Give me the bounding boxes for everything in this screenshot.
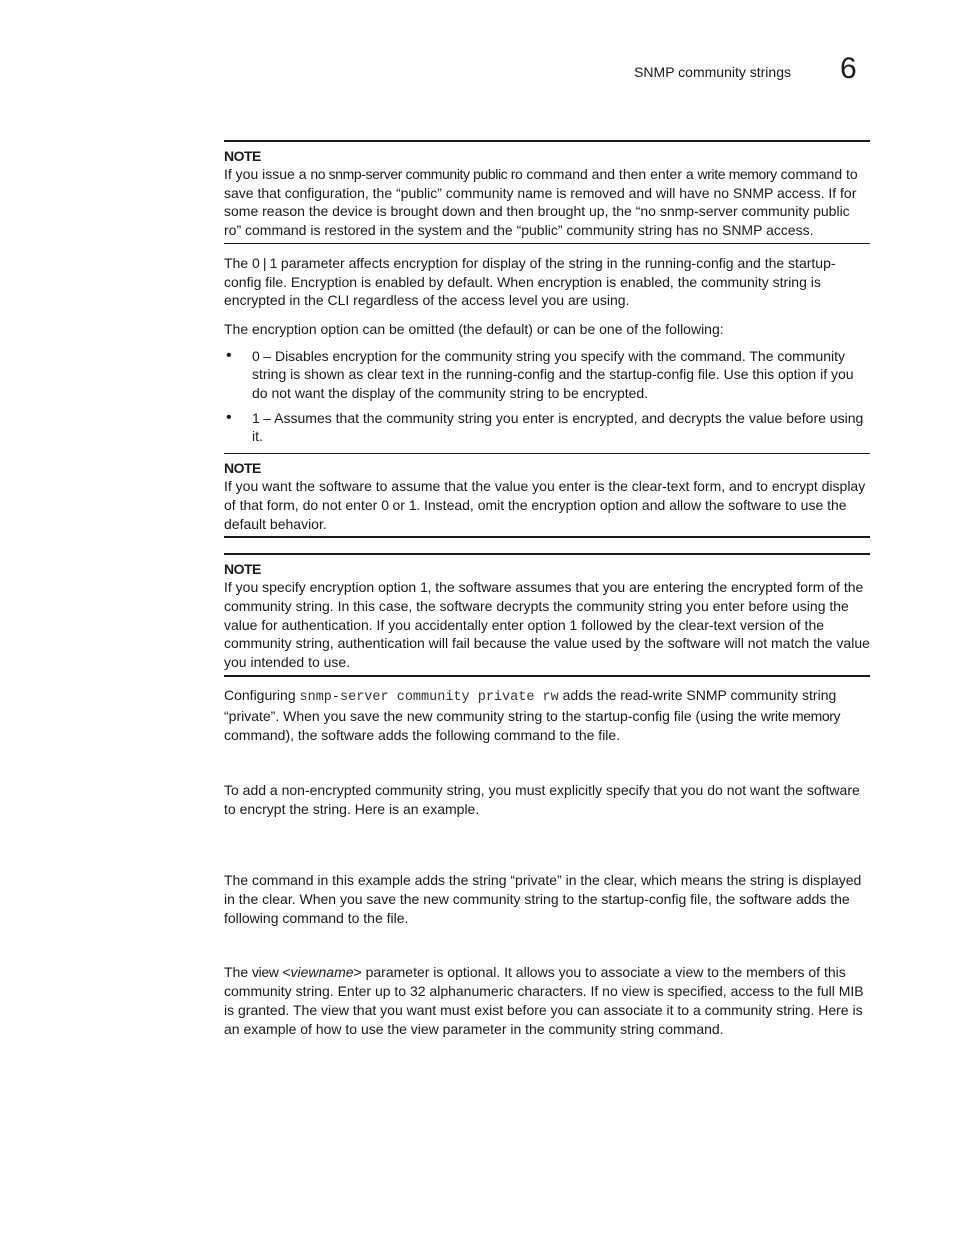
text-run: parameter affects encryption for display of the string in the running-config and the startup-config file. Encryption is enabled by default. When encryption is enabled, the community string is encrypted in the CLI regardless of the access level you are using. [224, 254, 836, 309]
paragraph: The encryption option can be omitted (the default) or can be one of the following: [224, 320, 724, 337]
parameter-placeholder: viewname [290, 964, 354, 981]
code-snippet: snmp-server community private rw [299, 689, 559, 705]
paragraph: The command in this example adds the string “private” in the clear, which means the string is displayed in the clear. When you save the new community string to the startup-config file, the software adds the following command to the file. [224, 872, 862, 926]
command-keyword: write memory [760, 708, 841, 725]
note-box [224, 453, 870, 538]
text-run: adds the read-write SNMP community string “private”. When you save the new community string to the startup-config file (using the [224, 686, 837, 725]
note-box [224, 140, 870, 244]
command-keyword: write memory [697, 166, 777, 182]
text-run: The [224, 254, 253, 271]
text-run: – Assumes that the community string you enter is encrypted, and decrypts the value before using it. [252, 409, 864, 445]
list-item [224, 347, 870, 403]
text-run: If you want the software to assume that the value you enter is the clear-text form, and to encrypt display of that form, do not enter [224, 478, 866, 513]
text-run: – Disables encryption for the community string you specify with the command. The community string is shown as clear text in the running-config and the startup-config file. Use this option if you do not want the display of the community string to be encrypted. [252, 347, 854, 402]
command-keyword: 1 [252, 409, 260, 426]
command-keyword: 0 [381, 496, 389, 513]
text-run: or [388, 496, 409, 513]
note-box [224, 553, 870, 677]
paragraph [224, 963, 870, 1038]
command-keyword: 0 | 1 [252, 254, 278, 271]
text-run: command to save that configuration, the “public” community name is removed and will have no SNMP access. If for some reason the device is brought down and then brought up, the “no snmp-server community public ro” command is restored in the system and the “public” community string has no SNMP access. [224, 166, 858, 239]
text-run: command), the software adds the following command to the file. [224, 727, 621, 744]
bullet-list [224, 347, 870, 447]
list-item [224, 409, 870, 446]
command-keyword: 1 [408, 496, 417, 513]
section-title: SNMP community strings [634, 64, 791, 80]
text-run: < [278, 964, 291, 981]
text-run: If you specify encryption option [224, 579, 421, 596]
command-keyword: 1 [420, 579, 428, 596]
paragraph [224, 254, 870, 310]
text-run: If you issue a [224, 166, 311, 182]
text-run: Configuring [224, 686, 300, 703]
text-run: . Instead, omit the encryption option and allow the software to use the default behavior. [224, 496, 847, 532]
text-run: > parameter is optional. It allows you to associate a view to the members of this community string. Enter up to 32 alphanumeric characters. If no view is specified, access to the full MIB is granted. The view that you want must exist before you can associate it to a community string. Here is an example of how to use the view parameter in the community string command. [224, 964, 864, 1037]
text-run: The [224, 964, 253, 981]
note-label: NOTE [224, 148, 261, 164]
note-text [224, 477, 870, 533]
command-keyword: view [252, 964, 279, 981]
note-label: NOTE [224, 460, 261, 477]
chapter-number: 6 [840, 52, 857, 85]
command-keyword: no snmp-server community public ro [310, 166, 523, 182]
paragraph [224, 686, 870, 745]
paragraph: To add a non-encrypted community string, you must explicitly specify that you do not want the software to encrypt the string. Here is an example. [224, 781, 860, 817]
text-run: , the software assumes that you are entering the encrypted form of the community string. In this case, the software decrypts the community string you enter before using the value for authentication. If you accidentally enter option 1 followed by the clear-text version of the community string, authentication will fail because the value used by the software will not match the value you intended to use. [224, 579, 870, 671]
note-label: NOTE [224, 561, 261, 578]
note-text [224, 578, 870, 672]
page-body [224, 140, 870, 1038]
command-keyword: 0 [252, 347, 260, 364]
note-text [224, 165, 870, 240]
text-run: command and then enter a [522, 166, 698, 182]
